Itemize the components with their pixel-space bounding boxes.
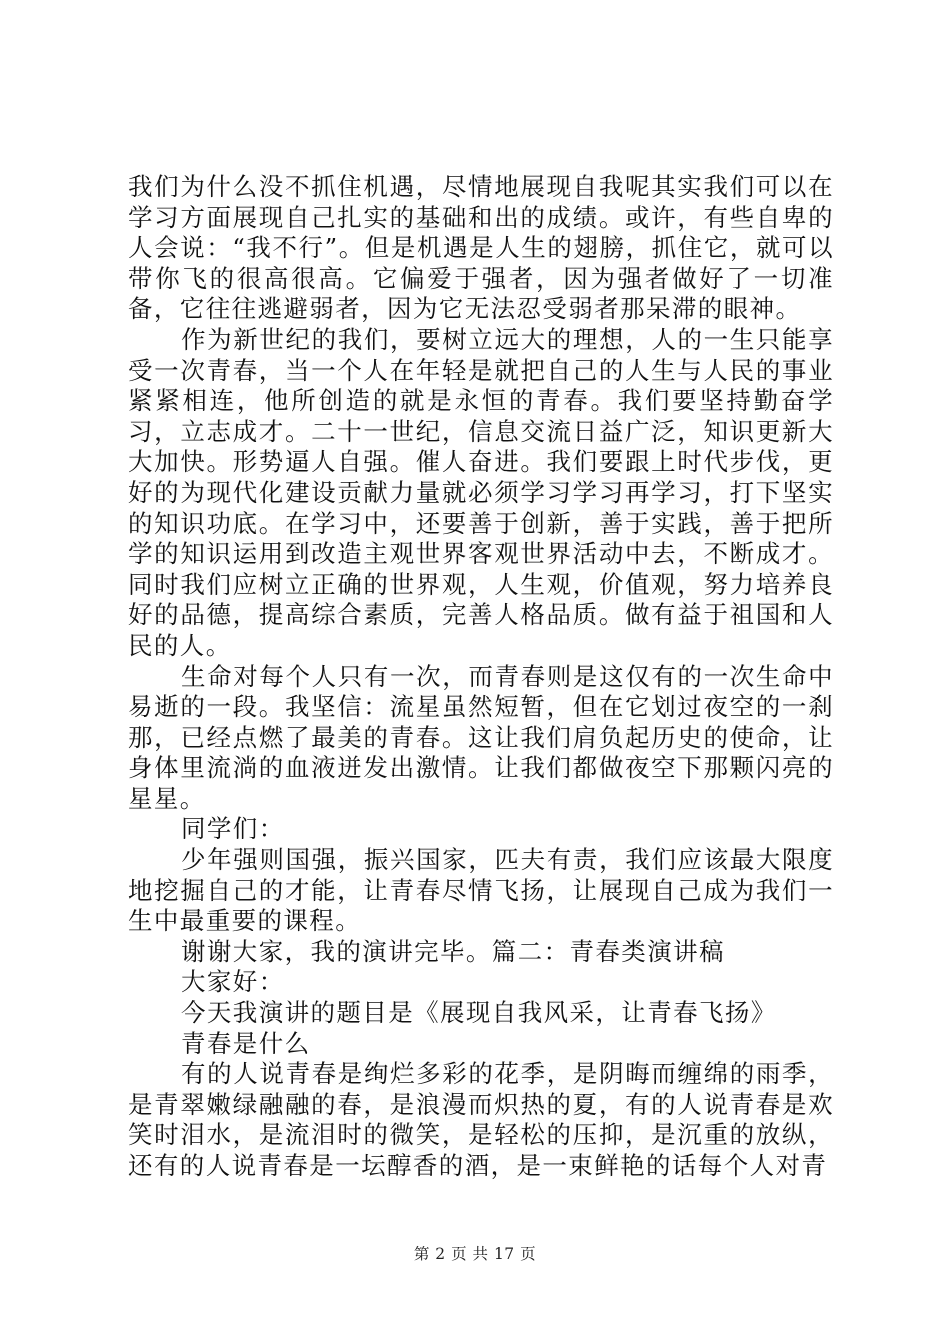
paragraph-1: 我们为什么没不抓住机遇，尽情地展现自我呢其实我们可以在学习方面展现自己扎实的基础和出的成绩。或许，有些自卑的人会说：“我不行”。但是机遇是人生的翅膀，抓住它，就可以带你飞的很高很高。它偏爱于强者，因为强者做好了一切准备，它往往逃避弱者，因为它无法忍受弱者那呆滞的眼神。 xyxy=(128,172,834,324)
paragraph-8: 今天我演讲的题目是《展现自我风采，让青春飞扬》 xyxy=(181,998,777,1028)
page-footer: 第 2 页 共 17 页 xyxy=(413,1245,537,1263)
paragraph-5: 少年强则国强，振兴国家，匹夫有责，我们应该最大限度地挖掘自己的才能，让青春尽情飞扬，让展现自己成为我们一生中最重要的课程。 xyxy=(128,845,834,936)
paragraph-6: 谢谢大家，我的演讲完毕。篇二：青春类演讲稿 xyxy=(181,936,725,966)
paragraph-10: 有的人说青春是绚烂多彩的花季，是阴晦而缠绵的雨季，是青翠嫩绿融融的春，是浪漫而炽热的夏，有的人说青春是欢笑时泪水，是流泪时的微笑，是轻松的压抑，是沉重的放纵，还有的人说青春是一坛醇香的酒，是一束鲜艳的话每个人对青 xyxy=(128,1059,834,1180)
paragraph-3: 生命对每个人只有一次，而青春则是这仅有的一次生命中易逝的一段。我坚信：流星虽然短暂，但在它划过夜空的一刹那，已经点燃了最美的青春。这让我们肩负起历史的使命，让身体里流淌的血液迸发出激情。让我们都做夜空下那颗闪亮的星星。 xyxy=(128,661,834,813)
paragraph-4: 同学们： xyxy=(181,814,285,844)
paragraph-9: 青春是什么 xyxy=(181,1028,311,1058)
paragraph-2: 作为新世纪的我们，要树立远大的理想，人的一生只能享受一次青春，当一个人在年轻是就把自己的人生与人民的事业紧紧相连，他所创造的就是永恒的青春。我们要坚持勤奋学习，立志成才。二十一世纪，信息交流日益广泛，知识更新大大加快。形势逼人自强。催人奋进。我们要跟上时代步伐，更好的为现代化建设贡献力量就必须学习学习再学习，打下坚实的知识功底。在学习中，还要善于创新，善于实践，善于把所学的知识运用到改造主观世界客观世界活动中去，不断成才。同时我们应树立正确的世界观，人生观，价值观，努力培养良好的品德，提高综合素质，完善人格品质。做有益于祖国和人民的人。 xyxy=(128,324,834,660)
paragraph-7: 大家好： xyxy=(181,967,285,997)
document-body xyxy=(128,172,834,1182)
